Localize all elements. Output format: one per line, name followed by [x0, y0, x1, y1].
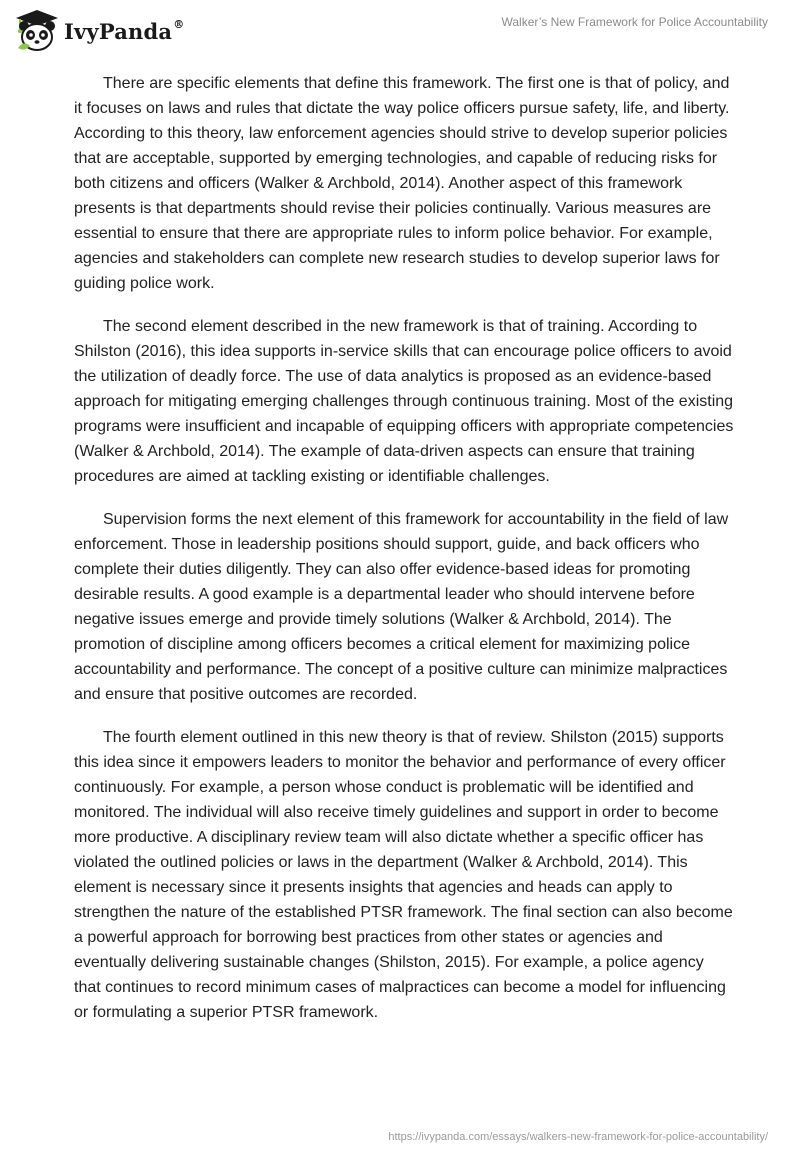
- panda-graduate-icon[interactable]: [14, 8, 60, 54]
- paragraph-supervision: Supervision forms the next element of this framework for accountability in the field of law enforcement. Those in leadership positions should support, guide, and back officers who complete their duties diligently. They can also offer evidence-based ideas for promoting desirable results. A good example is a departmental leader who should intervene before negative issues emerge and provide timely solutions (Walker & Archbold, 2014). The promotion of discipline among officers becomes a critical element for maximizing police accountability and performance. The concept of a positive culture can minimize malpractices and ensure that positive outcomes are recorded.: [74, 511, 729, 703]
- paragraph-training: The second element described in the new framework is that of training. According to Shilston (2016), this idea supports in-service skills that can encourage police officers to avoid the utilization of deadly force. The use of data analytics is proposed as an evidence-based approach for mitigating emerging challenges through continuous training. Most of the existing programs were insufficient and incapable of equipping officers with appropriate competencies (Walker & Archbold, 2014). The example of data-driven aspects can ensure that training procedures are aimed at tackling existing or identifiable challenges.: [74, 318, 734, 485]
- running-title: Walker’s New Framework for Police Accountability: [501, 15, 768, 29]
- paragraph-policy: There are specific elements that define this framework. The first one is that of policy, and it focuses on laws and rules that dictate the way police officers pursue safety, life, and liberty. According to this theory, law enforcement agencies should strive to develop superior policies that are acceptable, supported by emerging technologies, and capable of reducing risks for both citizens and officers (Walker & Archbold, 2014). Another aspect of this framework presents is that departments should revise their policies continually. Various measures are essential to ensure that there are appropriate rules to inform police behavior. For example, agencies and stakeholders can complete new research studies to develop superior laws for guiding police work.: [74, 75, 730, 292]
- trademark-symbol: ®: [173, 18, 185, 31]
- brand-name[interactable]: IvyPanda®: [64, 18, 185, 44]
- source-url[interactable]: https://ivypanda.com/essays/walkers-new-framework-for-police-accountability/: [388, 1131, 768, 1143]
- page-header: [0, 0, 800, 60]
- paragraph-review: The fourth element outlined in this new theory is that of review. Shilston (2015) supports this idea since it empowers leaders to monitor the behavior and performance of every officer continuously. For example, a person whose conduct is problematic will be identified and monitored. The individual will also receive timely guidelines and support in order to become more productive. A disciplinary review team will also dictate whether a specific officer has violated the outlined policies or laws in the department (Walker & Archbold, 2014). This element is necessary since it presents insights that agencies and heads can apply to strengthen the nature of the established PTSR framework. The final section can also become a powerful approach for borrowing best practices from other states or agencies and eventually delivering sustainable changes (Shilston, 2015). For example, a police agency that continues to record minimum cases of malpractices can become a model for influencing or formulating a superior PTSR framework.: [74, 729, 733, 1021]
- essay-body: [74, 71, 734, 1043]
